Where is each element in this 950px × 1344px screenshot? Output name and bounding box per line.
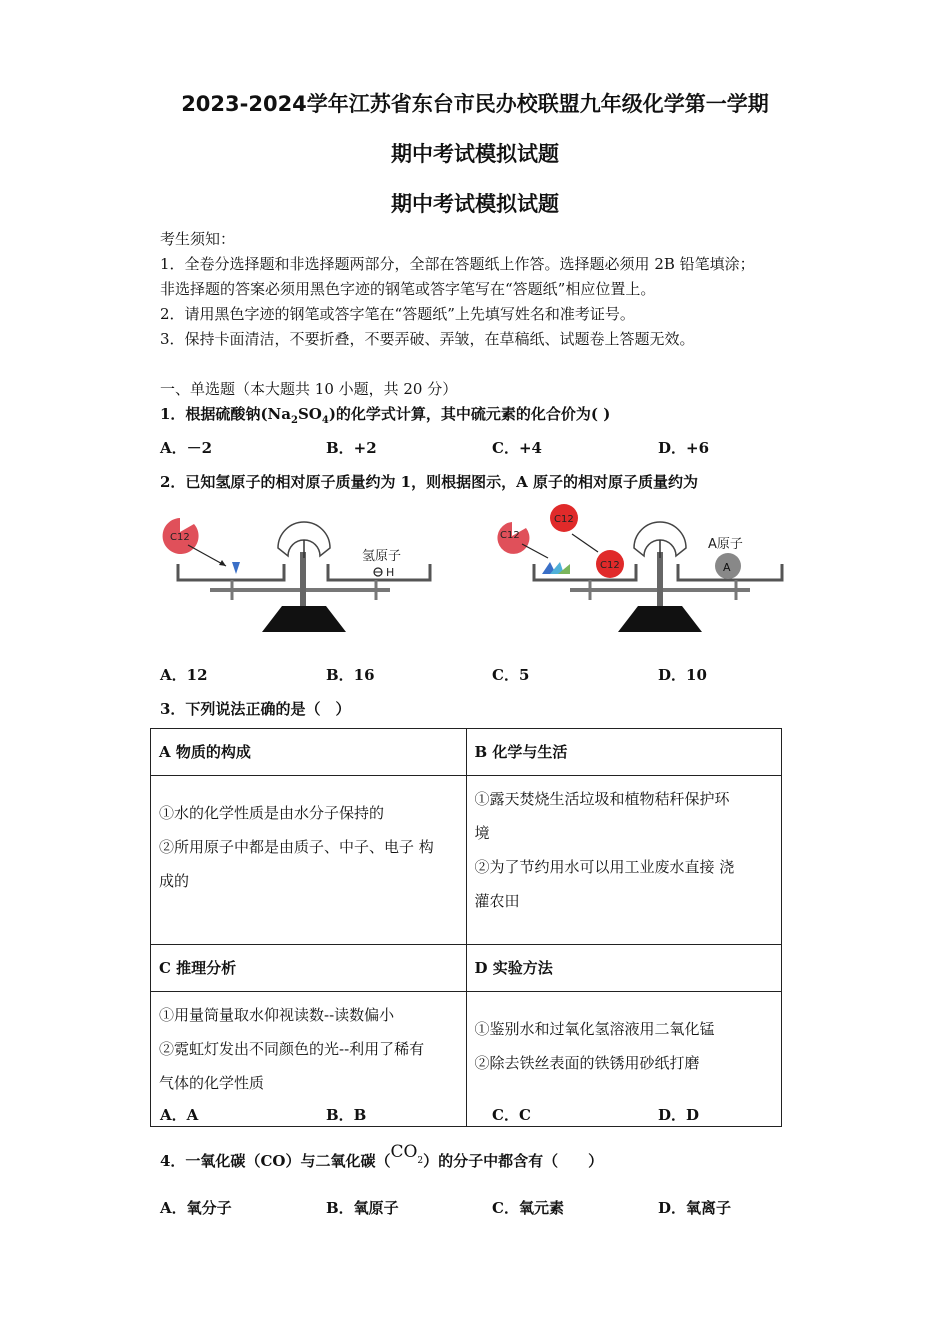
- q1-option-c: C．+4: [492, 439, 542, 457]
- notice-item-2: 2．请用黑色字迹的钢笔或答字笔在“答题纸”上先填写姓名和准考证号。: [160, 305, 635, 323]
- question-1-stem: 1．根据硫酸钠$(Na_2SO_4)$的化学式计算，其中硫元素的化合价为( ): [160, 405, 611, 426]
- q1-option-b: B．+2: [326, 439, 377, 457]
- q4-option-d: D．氧离子: [658, 1199, 732, 1217]
- notice-item-1: 1．全卷分选择题和非选择题两部分，全部在答题纸上作答。选择题必须用 2B 铅笔填涂；: [160, 255, 755, 273]
- exam-title-line1: 2023-2024学年江苏省东台市民办校联盟九年级化学第一学期: [181, 92, 769, 116]
- exam-title-line2: 期中考试模拟试题: [391, 142, 559, 166]
- base-left: [262, 606, 346, 632]
- q4-option-c: C．氧元素: [492, 1199, 564, 1217]
- base-right: [618, 606, 702, 632]
- notice-item-1b: 非选择题的答案必须用黑色字迹的钢笔或答字笔写在“答题纸”相应位置上。: [160, 280, 656, 298]
- q4-option-b: B．氧原子: [326, 1199, 399, 1217]
- q1-option-a: A．－2: [160, 439, 213, 457]
- notice-heading: 考生须知：: [160, 230, 236, 248]
- q3-cell-c-body: ①用量筒量取水仰视读数--读数偏小 ②霓虹灯发出不同颜色的光--利用了稀有 气体的化学性质: [151, 992, 467, 1127]
- q3-cell-d-head: D 实验方法: [466, 945, 782, 992]
- q3-option-d: D．D: [658, 1106, 700, 1124]
- q3-cell-b-head: B 化学与生活: [466, 729, 782, 776]
- q2-option-b: B．16: [326, 666, 375, 684]
- c12-label-right-1: C12: [500, 530, 520, 541]
- wedge-piece: [232, 562, 240, 574]
- q1-option-d: D．+6: [658, 439, 710, 457]
- exam-title-line3: 期中考试模拟试题: [391, 192, 559, 216]
- q3-cell-c-head: C 推理分析: [151, 945, 467, 992]
- q2-option-d: D．10: [658, 666, 707, 684]
- q3-option-a: A．A: [160, 1106, 199, 1124]
- hydrogen-symbol: H: [386, 566, 395, 579]
- q3-cell-b-body: ①露天焚烧生活垃圾和植物秸秆保护环 境 ②为了节约用水可以用工业废水直接 浇 灌农田: [466, 776, 782, 945]
- hydrogen-label: 氢原子: [362, 549, 402, 564]
- a-atom-label: A原子: [708, 537, 743, 552]
- c12-label-right-3: C12: [600, 560, 620, 571]
- question-2-stem: 2．已知氢原子的相对原子质量约为 1，则根据图示，A 原子的相对原子质量约为: [160, 473, 698, 491]
- q3-cell-a-head: A 物质的构成: [151, 729, 467, 776]
- q2-option-c: C．5: [492, 666, 530, 684]
- q3-cell-d-body: ①鉴别水和过氧化氢溶液用二氧化锰 ②除去铁丝表面的铁锈用砂纸打磨: [466, 992, 782, 1127]
- notice-item-3: 3．保持卡面清洁，不要折叠，不要弄破、弄皱，在草稿纸、试题卷上答题无效。: [160, 330, 695, 348]
- balance-figure: [150, 500, 800, 640]
- q3-option-b: B．B: [326, 1106, 367, 1124]
- question-3-stem: 3．下列说法正确的是（ ）: [160, 700, 351, 718]
- right-balance: [497, 504, 782, 632]
- a-atom-symbol: A: [723, 561, 731, 574]
- q3-cell-a-body: ①水的化学性质是由水分子保持的 ②所用原子中都是由质子、中子、电子 构 成的: [151, 776, 467, 945]
- question-4-stem: 4．一氧化碳（CO）与二氧化碳$(CO_2)$的分子中都含有（ ）: [160, 1142, 604, 1170]
- q3-option-c: C．C: [492, 1106, 531, 1124]
- q4-option-a: A．氧分子: [160, 1199, 232, 1217]
- q3-table: [150, 728, 782, 1127]
- c12-label-right-2: C12: [554, 514, 574, 525]
- c12-label-left: C12: [170, 532, 190, 543]
- section-heading: 一、单选题（本大题共 10 小题，共 20 分）: [160, 380, 458, 398]
- left-balance: [163, 518, 430, 632]
- q2-option-a: A．12: [160, 666, 208, 684]
